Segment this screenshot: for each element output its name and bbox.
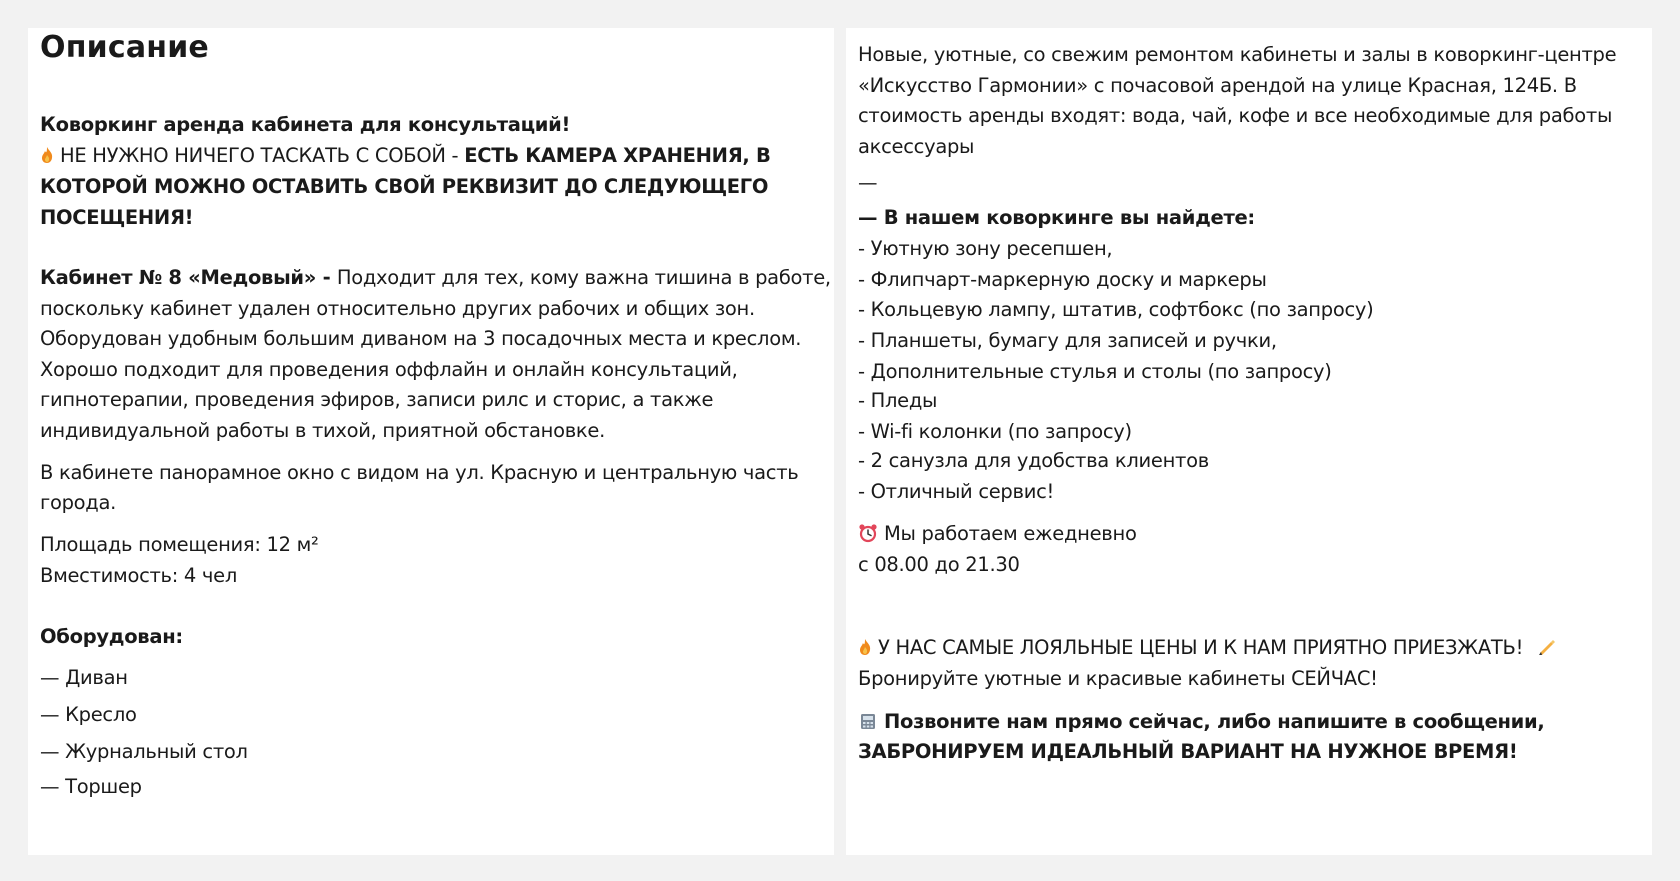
headline: Коворкинг аренда кабинета для консультаций!	[40, 113, 571, 136]
feature-item: - Wi-fi колонки (по запросу)	[858, 420, 1132, 443]
cabinet-line-3: Оборудован удобным большим диваном на 3 посадочных места и креслом.	[40, 327, 802, 350]
capacity-text: Вместимость: 4 чел	[40, 564, 238, 587]
features-heading: — В нашем коворкинге вы найдете:	[858, 206, 1255, 229]
intro-line-1: Новые, уютные, со свежим ремонтом кабинеты и залы в коворкинг-центре	[858, 43, 1617, 66]
storage-line-1	[40, 143, 771, 169]
hours-line-2: с 08.00 до 21.30	[858, 553, 1020, 576]
cabinet-line-6: индивидуальной работы в тихой, приятной обстановке.	[40, 419, 605, 442]
feature-item: - Дополнительные стулья и столы (по запросу)	[858, 360, 1332, 383]
equipment-item: — Диван	[40, 666, 128, 689]
equipped-heading: Оборудован:	[40, 625, 183, 648]
fire-icon	[858, 638, 872, 656]
intro-line-4: аксессуары	[858, 135, 975, 158]
window-line-2: города.	[40, 491, 117, 514]
area-text: Площадь помещения: 12 м²	[40, 533, 319, 556]
separator-dash: —	[858, 171, 878, 194]
window-line-1: В кабинете панорамное окно с видом на ул. Красную и центральную часть	[40, 461, 799, 484]
feature-item: - Планшеты, бумагу для записей и ручки,	[858, 329, 1277, 352]
storage-text-b: ЕСТЬ КАМЕРА ХРАНЕНИЯ, В	[464, 144, 771, 167]
call-text: Позвоните нам прямо сейчас, либо напишите в сообщении,	[884, 710, 1545, 733]
equipment-item: — Кресло	[40, 703, 137, 726]
promo-line-1	[858, 635, 1563, 661]
feature-item: - Флипчарт-маркерную доску и маркеры	[858, 268, 1267, 291]
call-line-2: ЗАБРОНИРУЕМ ИДЕАЛЬНЫЙ ВАРИАНТ НА НУЖНОЕ ВРЕМЯ!	[858, 740, 1518, 763]
intro-line-3: стоимость аренды входят: вода, чай, кофе и все необходимые для работы	[858, 104, 1613, 127]
feature-item: - 2 санузла для удобства клиентов	[858, 449, 1209, 472]
storage-line-3: ПОСЕЩЕНИЯ!	[40, 206, 194, 229]
phone-icon	[858, 711, 878, 731]
section-title: Описание	[40, 30, 209, 65]
intro-line-2: «Искусство Гармонии» с почасовой арендой на улице Красная, 124Б. В	[858, 74, 1577, 97]
feature-item: - Отличный сервис!	[858, 480, 1055, 503]
call-line-1	[858, 709, 1545, 735]
promo-line-2: Бронируйте уютные и красивые кабинеты СЕЙЧАС!	[858, 667, 1378, 690]
storage-line-2: КОТОРОЙ МОЖНО ОСТАВИТЬ СВОЙ РЕКВИЗИТ ДО СЛЕДУЮЩЕГО	[40, 175, 769, 198]
cabinet-desc-1: Подходит для тех, кому важна тишина в работе,	[336, 266, 831, 289]
cabinet-name: Кабинет № 8 «Медовый» -	[40, 266, 337, 289]
alarm-clock-icon	[858, 523, 878, 543]
feature-item: - Кольцевую лампу, штатив, софтбокс (по запросу)	[858, 298, 1374, 321]
description-left-column	[28, 28, 834, 855]
hours-line-1	[858, 521, 1137, 547]
hours-text: Мы работаем ежедневно	[884, 522, 1137, 545]
cabinet-line-2: поскольку кабинет удален относительно других рабочих и общих зон.	[40, 297, 755, 320]
fire-icon	[40, 146, 54, 164]
feature-item: - Пледы	[858, 389, 938, 412]
storage-text-a: НЕ НУЖНО НИЧЕГО ТАСКАТЬ С СОБОЙ -	[60, 144, 465, 167]
writing-hand-icon	[1537, 637, 1557, 657]
equipment-item: — Журнальный стол	[40, 740, 248, 763]
equipment-item: — Торшер	[40, 775, 142, 798]
description-right-column	[846, 28, 1652, 855]
feature-item: - Уютную зону ресепшен,	[858, 237, 1113, 260]
promo-text: У НАС САМЫЕ ЛОЯЛЬНЫЕ ЦЕНЫ И К НАМ ПРИЯТНО ПРИЕЗЖАТЬ!	[878, 636, 1524, 659]
cabinet-line-5: гипнотерапии, проведения эфиров, записи рилс и сторис, а также	[40, 388, 714, 411]
cabinet-line-1	[40, 265, 831, 291]
cabinet-line-4: Хорошо подходит для проведения оффлайн и онлайн консультаций,	[40, 358, 738, 381]
